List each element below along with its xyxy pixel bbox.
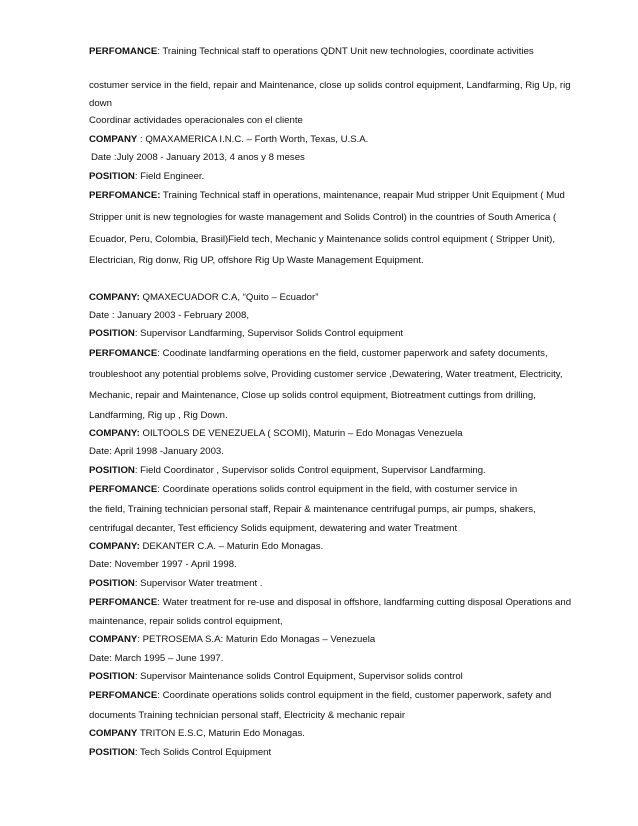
text-line bbox=[89, 483, 589, 496]
line-text: DEKANTER C.A. – Maturin Edo Monagas. bbox=[139, 541, 324, 552]
line-label: POSITION bbox=[89, 328, 135, 339]
text-line bbox=[89, 254, 589, 267]
line-text: : Supervisor Water treatment . bbox=[134, 578, 263, 589]
line-text: Coordinar actividades operacionales con el cliente bbox=[89, 115, 303, 126]
line-text: Date: March 1995 – June 1997. bbox=[89, 653, 224, 664]
line-text: costumer service in the field, repair and Maintenance, close up solids control equipment, Landfarming, Rig Up, rig bbox=[89, 80, 571, 91]
line-label: COMPANY bbox=[89, 134, 138, 145]
text-line bbox=[89, 233, 589, 246]
line-label: COMPANY: bbox=[89, 292, 140, 303]
text-line bbox=[89, 558, 589, 571]
line-text: : Coordinate operations solids control equipment in the field, with costumer service in bbox=[157, 484, 518, 495]
line-text: OILTOOLS DE VENEZUELA ( SCOMI), Maturin – Edo Monagas Venezuela bbox=[139, 428, 463, 439]
text-line bbox=[89, 79, 589, 92]
line-text: : Field Engineer. bbox=[134, 171, 205, 182]
text-line bbox=[89, 464, 589, 477]
line-text: centrifugal decanter, Test efficiency Solids equipment, dewatering and water Treatment bbox=[89, 523, 458, 534]
line-label: POSITION bbox=[89, 671, 135, 682]
line-text: documents Training technician personal staff, Electricity & mechanic repair bbox=[89, 710, 406, 721]
line-text: Mechanic, repair and Maintenance, Close up solids control equipment, Biotreatment cuttings from drilling, bbox=[89, 390, 536, 401]
text-line bbox=[89, 709, 589, 722]
line-label: COMPANY bbox=[89, 728, 138, 739]
text-line bbox=[89, 633, 589, 646]
text-line bbox=[89, 170, 589, 183]
line-text: Date :July 2008 - January 2013, 4 anos y 8 meses bbox=[91, 152, 305, 163]
text-line bbox=[89, 503, 589, 516]
text-line bbox=[89, 540, 589, 553]
text-line bbox=[89, 577, 589, 590]
line-text: Stripper unit is new tegnologies for waste management and Solids Control) in the countries of South America ( bbox=[89, 212, 557, 223]
line-text: : Field Coordinator , Supervisor solids Control equipment, Supervisor Landfarming. bbox=[134, 465, 486, 476]
line-text: Electrician, Rig donw, Rig UP, offshore Rig Up Waste Management Equipment. bbox=[89, 255, 424, 266]
text-line bbox=[89, 689, 589, 702]
line-text: TRITON E.S.C, Maturin Edo Monagas. bbox=[137, 728, 305, 739]
line-text: : Coordinate operations solids control equipment in the field, customer paperwork, safety and bbox=[157, 690, 552, 701]
line-text: Ecuador, Peru, Colombia, Brasil)Field tech, Mechanic y Maintenance solids control equipment ( Stripper Unit), bbox=[89, 234, 556, 245]
text-line bbox=[89, 133, 589, 146]
line-text: : Training Technical staff to operations QDNT Unit new technologies, coordinate activities bbox=[157, 46, 534, 57]
line-label: PERFOMANCE bbox=[89, 597, 158, 608]
text-line bbox=[89, 596, 589, 609]
line-text: troubleshoot any potential problems solve, Providing customer service ,Dewatering, Water treatment, Electricity, bbox=[89, 369, 563, 380]
line-text: Date : January 2003 - February 2008, bbox=[89, 310, 249, 321]
line-label: PERFOMANCE bbox=[89, 348, 158, 359]
text-line bbox=[89, 114, 589, 127]
text-line bbox=[89, 746, 589, 759]
text-line bbox=[89, 211, 589, 224]
text-line bbox=[89, 45, 589, 58]
line-label: COMPANY: bbox=[89, 428, 140, 439]
text-line bbox=[89, 409, 589, 422]
line-text: : Coodinate landfarming operations en the field, customer paperwork and safety documents, bbox=[157, 348, 548, 359]
line-label: PERFOMANCE bbox=[89, 46, 158, 57]
line-text: Training Technical staff in operations, maintenance, reapair Mud stripper Unit Equipment ( Mud bbox=[160, 190, 565, 201]
line-text: maintenance, repair solids control equipment, bbox=[89, 616, 283, 627]
line-text: : PETROSEMA S.A: Maturin Edo Monagas – Venezuela bbox=[137, 634, 376, 645]
line-label: COMPANY: bbox=[89, 541, 140, 552]
line-text: Date: April 1998 -January 2003. bbox=[89, 446, 224, 457]
text-line bbox=[89, 309, 589, 322]
line-text: Date: November 1997 - April 1998. bbox=[89, 559, 237, 570]
line-label: PERFOMANCE bbox=[89, 484, 158, 495]
text-line bbox=[89, 522, 589, 535]
text-line bbox=[91, 151, 591, 164]
text-line bbox=[89, 291, 589, 304]
line-label: POSITION bbox=[89, 465, 135, 476]
text-line bbox=[89, 389, 589, 402]
line-label: POSITION bbox=[89, 171, 135, 182]
text-line bbox=[89, 368, 589, 381]
line-text: : Supervisor Maintenance solids Control Equipment, Supervisor solids control bbox=[134, 671, 463, 682]
text-line bbox=[89, 615, 589, 628]
line-label: POSITION bbox=[89, 747, 135, 758]
text-line bbox=[89, 347, 589, 360]
line-label: POSITION bbox=[89, 578, 135, 589]
line-text: : Tech Solids Control Equipment bbox=[134, 747, 272, 758]
text-line bbox=[89, 97, 589, 110]
line-text: down bbox=[89, 98, 112, 109]
text-line bbox=[89, 445, 589, 458]
text-line bbox=[89, 670, 589, 683]
line-label: PERFOMANCE bbox=[89, 690, 158, 701]
text-line bbox=[89, 652, 589, 665]
text-line bbox=[89, 727, 589, 740]
text-line bbox=[89, 427, 589, 440]
line-text: : Supervisor Landfarming, Supervisor Solids Control equipment bbox=[134, 328, 404, 339]
text-line bbox=[89, 327, 589, 340]
line-text: QMAXECUADOR C.A, “Quito – Ecuador” bbox=[139, 292, 319, 303]
line-text: : QMAXAMERICA I.N.C. – Forth Worth, Texas, U.S.A. bbox=[137, 134, 369, 145]
text-line bbox=[89, 189, 589, 202]
line-label: COMPANY bbox=[89, 634, 138, 645]
line-text: the field, Training technician personal staff, Repair & maintenance centrifugal pumps, air pumps, shakers, bbox=[89, 504, 536, 515]
line-text: Landfarming, Rig up , Rig Down. bbox=[89, 410, 228, 421]
line-text: : Water treatment for re-use and disposal in offshore, landfarming cutting disposal Operations and bbox=[157, 597, 572, 608]
line-label: PERFOMANCE: bbox=[89, 190, 161, 201]
